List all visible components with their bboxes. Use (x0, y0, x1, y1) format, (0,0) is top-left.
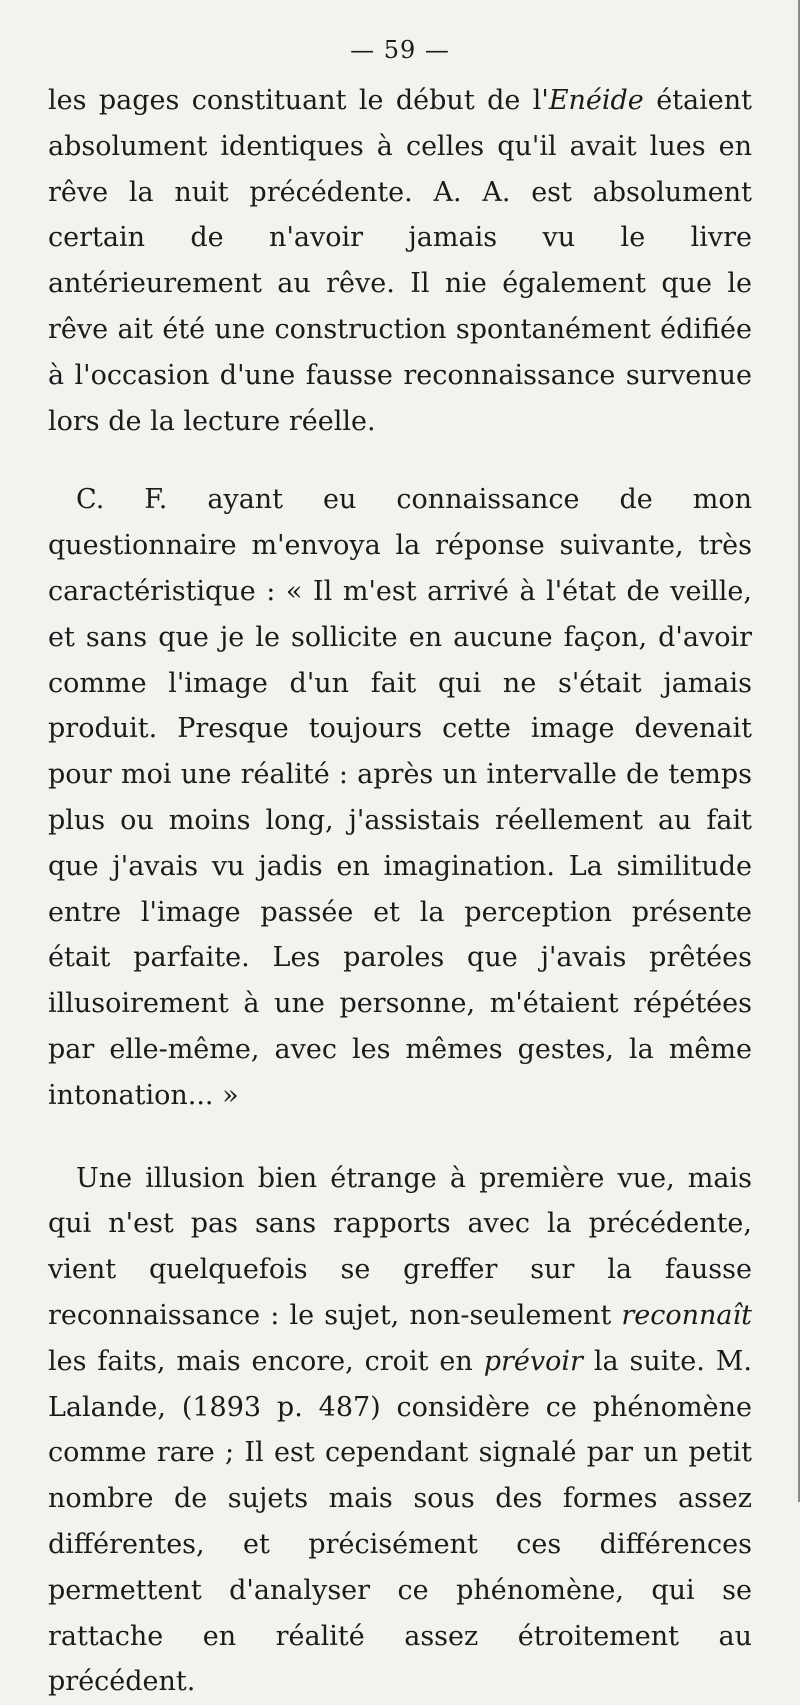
page-number: — 59 — (350, 36, 450, 64)
paragraph-1-text-start: les pages constituant le début de l' (48, 85, 549, 116)
paragraph-spacer (48, 444, 752, 477)
paragraph-continuation (48, 78, 752, 444)
paragraph-testimony: C. F. ayant eu connaissance de mon questionnaire m'envoya la réponse suivante, très caractéristique : « Il m'est arrivé à l'état de veille, et sans que je le sollicite en aucune façon, d'avoir comme l'image d'un fait qui ne s'était jamais produit. Presque toujours cette image devenait pour moi une réalité : après un intervalle de temps plus ou moins long, j'assistais réellement au fait que j'avais vu jadis en imagination. La similitude entre l'image passée et la perception présente était parfaite. Les paroles que j'avais prêtées illusoirement à une personne, m'étaient répétées par elle-même, avec les mêmes gestes, la même intonation... » (48, 484, 752, 1111)
paragraph-3-text-part-1: Une illusion bien étrange à première vue, mais qui n'est pas sans rapports avec la précédente, vient quelquefois se greffer sur la fausse reconnaissance : le sujet, non-seulement (48, 1162, 752, 1331)
paragraph-3-text-part-3: la suite. M. Lalande, (1893 p. 487) considère ce phénomène comme rare ; Il est cependant signalé par un petit nombre de sujets mais sous des formes assez différentes, et précisément ces différences permettent d'analyser ce phénomène, qui se rattache en réalité assez étroitement au précédent. (48, 1345, 752, 1698)
italic-word-prevoir: prévoir (483, 1345, 583, 1377)
paragraph-spacer (48, 1119, 752, 1156)
paragraph-illusion (48, 1156, 752, 1705)
paragraph-1-text-end: étaient absolument identiques à celles qu'il avait lues en rêve la nuit précédente. A. A. est absolument certain de n'avoir jamais vu le livre antérieurement au rêve. Il nie également que le rêve ait été une construction spontanément édifiée à l'occasion d'une fausse reconnaissance survenue lors de la lecture réelle. (48, 85, 752, 437)
book-title-italic: Enéide (548, 85, 644, 116)
paragraph-3-text-part-2: les faits, mais encore, croit en (48, 1345, 484, 1377)
italic-word-reconnait: reconnaît (621, 1299, 752, 1331)
